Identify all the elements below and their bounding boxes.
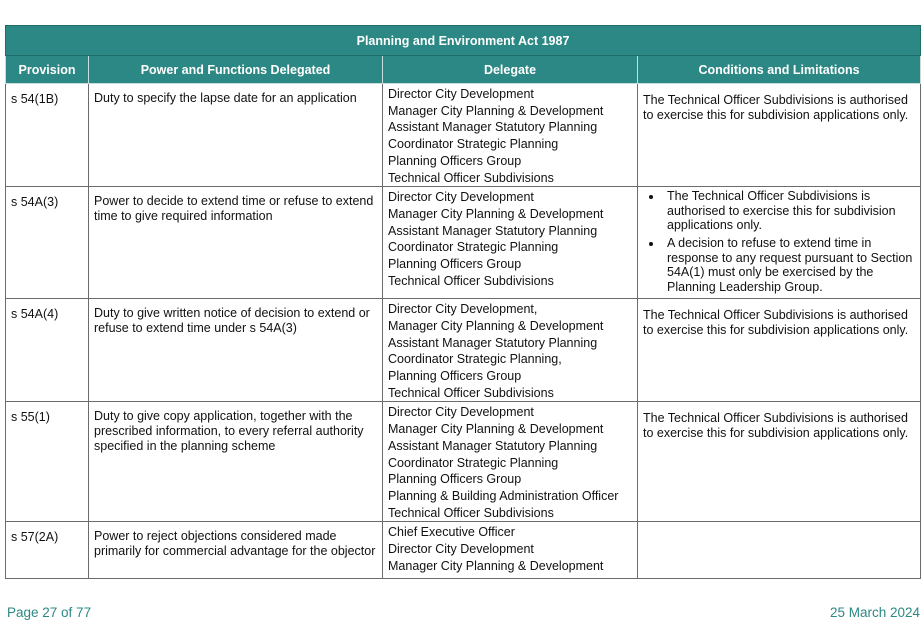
delegate-item: Manager City Planning & Development (388, 206, 604, 221)
delegate-item: Technical Officer Subdivisions (388, 170, 554, 185)
conditions-cell: The Technical Officer Subdivisions is authorised to exercise this for subdivision applications only. (638, 402, 921, 522)
power-text: Power to decide to extend time or refuse to extend time to give required information (94, 194, 374, 224)
provision-cell: s 57(2A) (6, 522, 89, 579)
delegate-item: Manager City Planning & Development (388, 558, 604, 573)
power-text: Power to reject objections considered made primarily for commercial advantage for the objector (94, 529, 376, 559)
header-provision: Provision (6, 56, 89, 84)
header-conditions: Conditions and Limitations (638, 56, 921, 84)
delegate-cell (383, 522, 638, 579)
delegate-item: Chief Executive Officer (388, 525, 515, 540)
table-row (6, 84, 921, 187)
power-text: Duty to give copy application, together with the prescribed information, to every referral authority specified in the planning scheme (94, 409, 364, 454)
conditions-cell (638, 187, 921, 299)
delegate-item: Assistant Manager Statutory Planning (388, 120, 598, 135)
delegation-table (5, 25, 921, 579)
condition-bullet: • A decision to refuse to extend time in response to any request pursuant to Section 54A(1) must only be exercised by the Planning Leadership Group. (663, 236, 916, 294)
table-row (6, 187, 921, 299)
delegate-item: Manager City Planning & Development (388, 318, 604, 333)
delegate-item: Coordinator Strategic Planning (388, 455, 559, 470)
delegate-item: Manager City Planning & Development (388, 103, 604, 118)
table-row (6, 402, 921, 522)
power-cell (89, 522, 383, 579)
delegate-item: Planning Officers Group (388, 153, 522, 168)
table-row (6, 299, 921, 402)
power-cell (89, 84, 383, 187)
delegate-item: Director City Development (388, 190, 534, 205)
delegate-cell (383, 402, 638, 522)
power-cell (89, 299, 383, 402)
delegate-item: Planning Officers Group (388, 257, 522, 272)
delegate-item: Planning Officers Group (388, 369, 522, 384)
provision-cell: s 54A(4) (6, 299, 89, 402)
conditions-cell: The Technical Officer Subdivisions is authorised to exercise this for subdivision applications only. (638, 84, 921, 187)
header-delegate: Delegate (383, 56, 638, 84)
page-number: Page 27 of 77 (7, 605, 92, 620)
delegate-item: Technical Officer Subdivisions (388, 385, 554, 400)
delegate-item: Technical Officer Subdivisions (388, 505, 554, 520)
provision-cell: s 55(1) (6, 402, 89, 522)
delegate-item: Manager City Planning & Development (388, 422, 604, 437)
header-power: Power and Functions Delegated (89, 56, 383, 84)
condition-bullet: • The Technical Officer Subdivisions is authorised to exercise this for subdivision applications only. (663, 189, 916, 233)
delegate-item: Coordinator Strategic Planning (388, 137, 559, 152)
delegation-table-container (5, 25, 920, 579)
delegate-cell (383, 187, 638, 299)
conditions-list (643, 189, 916, 294)
document-date: 25 March 2024 (829, 605, 920, 620)
table-row (6, 522, 921, 579)
provision-cell: s 54(1B) (6, 84, 89, 187)
delegate-item: Assistant Manager Statutory Planning (388, 438, 598, 453)
delegate-item: Coordinator Strategic Planning, (388, 352, 562, 367)
conditions-cell (638, 522, 921, 579)
delegate-item: Director City Development (388, 542, 534, 557)
power-cell (89, 402, 383, 522)
delegate-item: Technical Officer Subdivisions (388, 273, 554, 288)
delegate-item: Planning Officers Group (388, 472, 522, 487)
delegate-item: Director City Development (388, 405, 534, 420)
conditions-cell: The Technical Officer Subdivisions is authorised to exercise this for subdivision applications only. (638, 299, 921, 402)
provision-cell: s 54A(3) (6, 187, 89, 299)
delegate-item: Director City Development, (388, 302, 538, 317)
power-text: Duty to give written notice of decision to extend or refuse to extend time under s 54A(3) (94, 306, 370, 336)
delegate-item: Planning & Building Administration Officer (388, 488, 619, 503)
delegate-item: Assistant Manager Statutory Planning (388, 335, 598, 350)
delegate-cell (383, 299, 638, 402)
delegate-item: Director City Development (388, 87, 534, 101)
delegate-item: Assistant Manager Statutory Planning (388, 223, 598, 238)
act-title: Planning and Environment Act 1987 (6, 26, 921, 56)
delegate-item: Coordinator Strategic Planning (388, 240, 559, 255)
delegate-cell (383, 84, 638, 187)
power-cell (89, 187, 383, 299)
power-text: Duty to specify the lapse date for an application (94, 91, 357, 105)
